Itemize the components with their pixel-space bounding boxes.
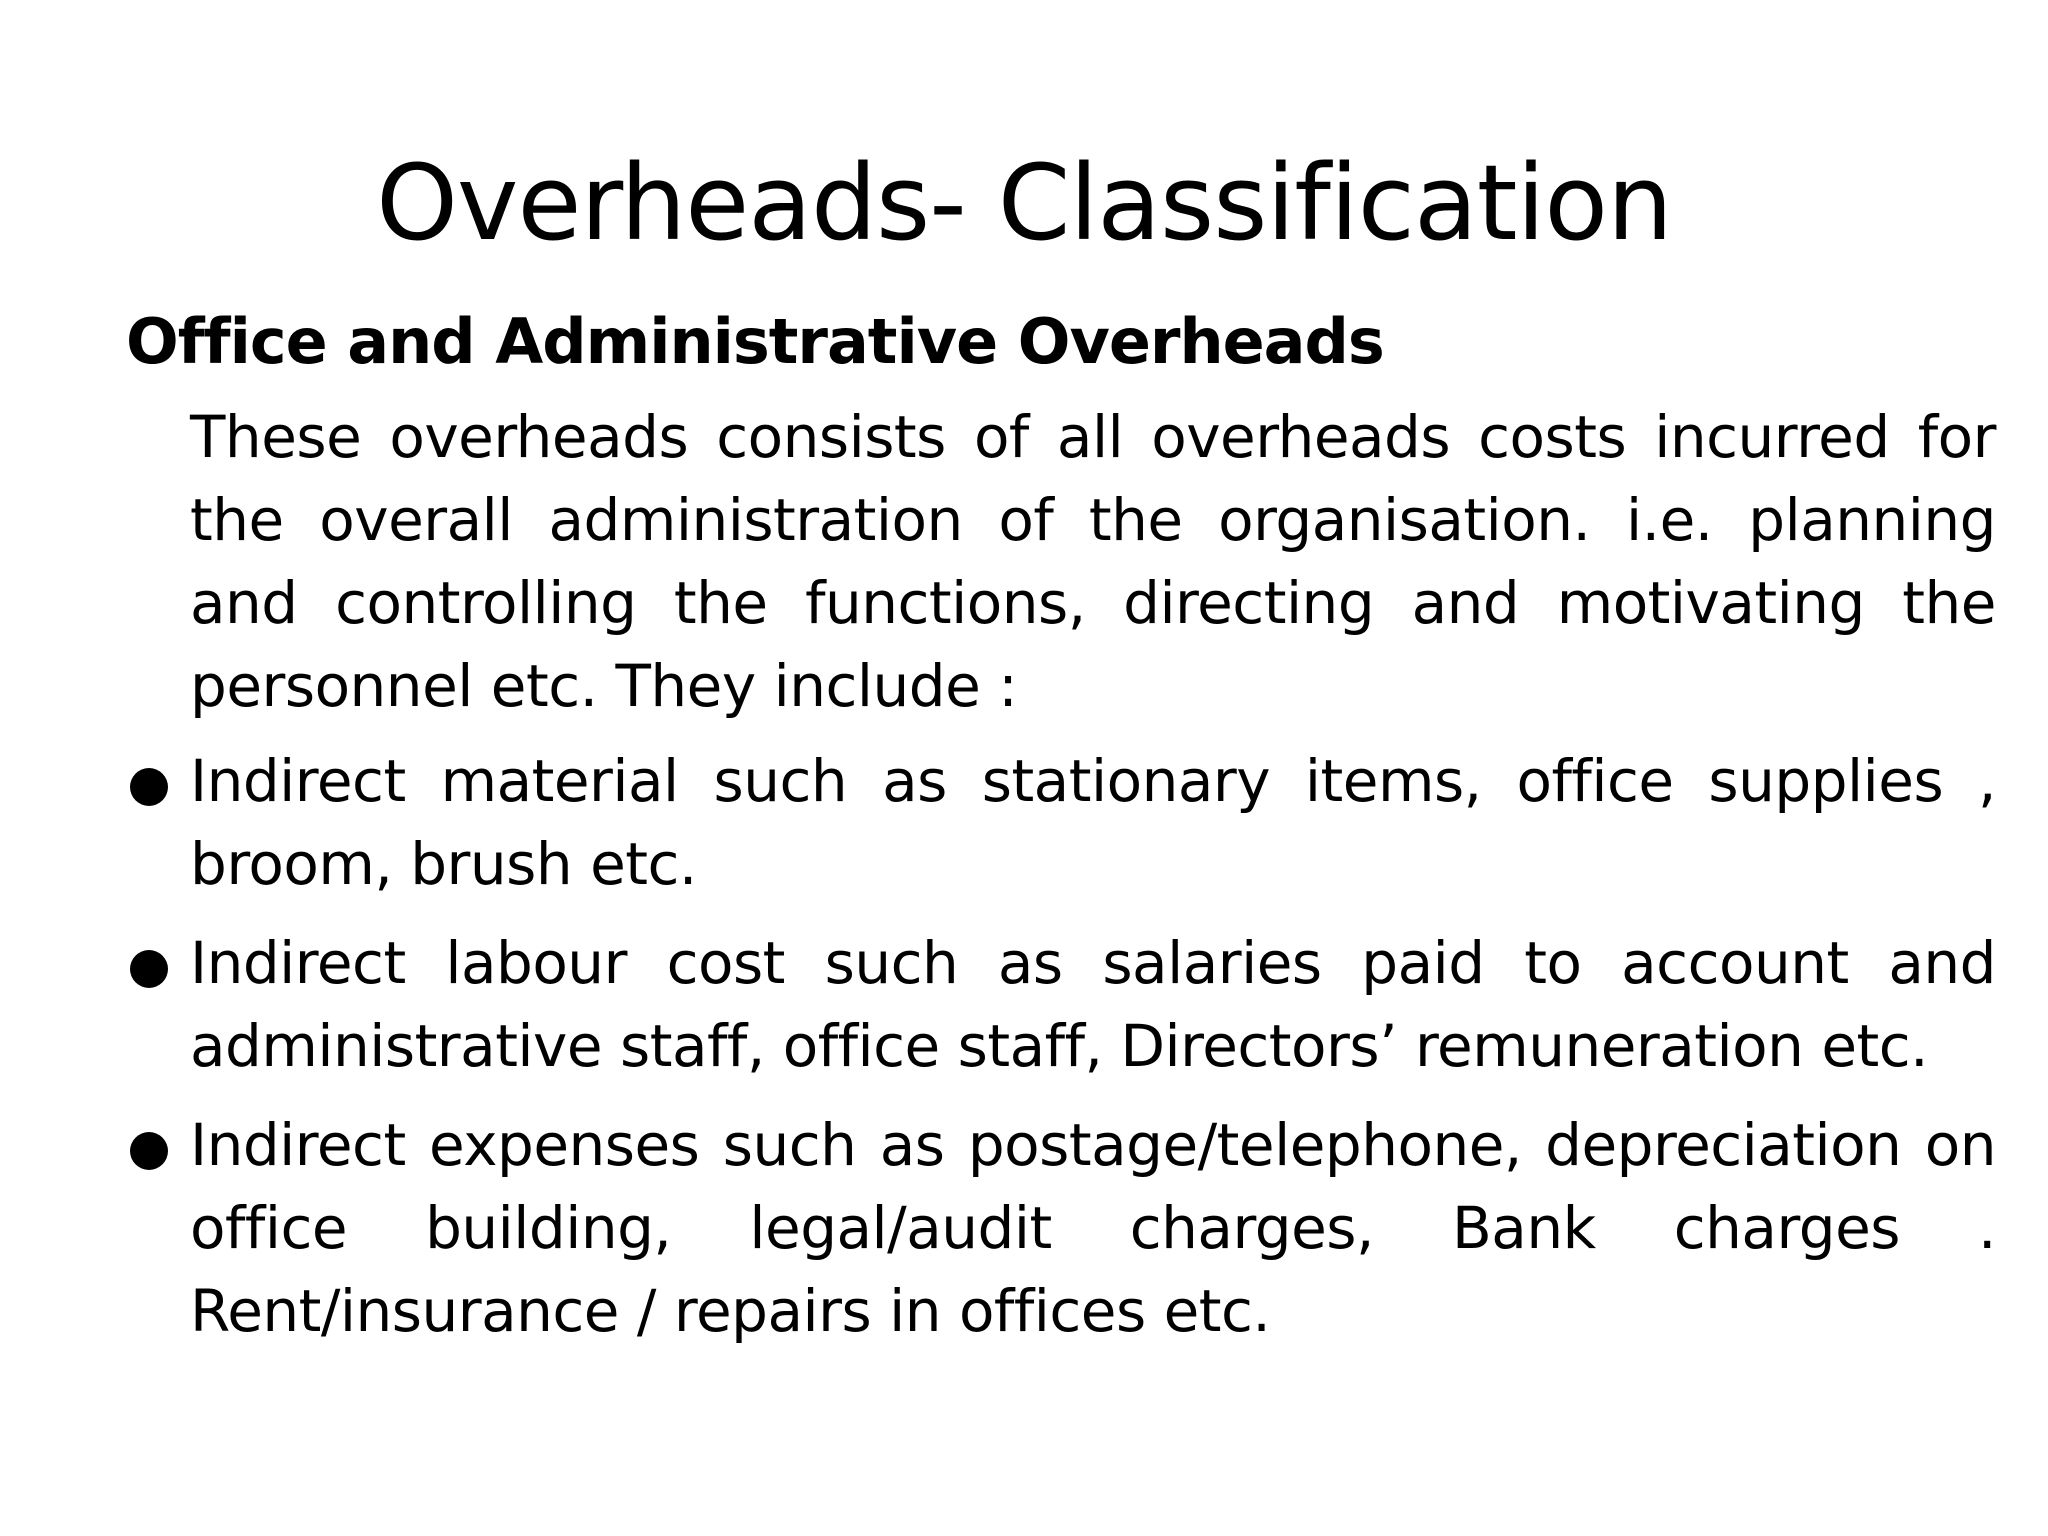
bullet-item-indirect-material bbox=[126, 740, 1996, 906]
bullet-text: Indirect expenses such as postage/telephone, depreciation on office building, legal/audit charges, Bank charges . Rent/insurance / repairs in offices etc. bbox=[190, 1111, 1996, 1345]
bullet-dot-icon bbox=[130, 950, 168, 988]
bullet-text: Indirect labour cost such as salaries paid to account and administrative staff, office staff, Directors’ remuneration etc. bbox=[190, 929, 1996, 1080]
section-heading: Office and Administrative Overheads bbox=[126, 305, 1384, 378]
bullet-dot-icon bbox=[130, 768, 168, 806]
bullet-text: Indirect material such as stationary items, office supplies , broom, brush etc. bbox=[190, 747, 1996, 898]
bullet-item-indirect-expenses bbox=[126, 1104, 1996, 1353]
bullet-dot-icon bbox=[130, 1132, 168, 1170]
bullet-item-indirect-labour bbox=[126, 922, 1996, 1088]
bullet-list bbox=[126, 740, 1996, 1353]
intro-paragraph: These overheads consists of all overheads costs incurred for the overall administration of the organisation. i.e. planning and controlling the functions, directing and motivating the personnel etc. They include : bbox=[190, 403, 1996, 720]
slide-content bbox=[126, 300, 1996, 1369]
slide-title: Overheads- Classification bbox=[376, 142, 1672, 264]
